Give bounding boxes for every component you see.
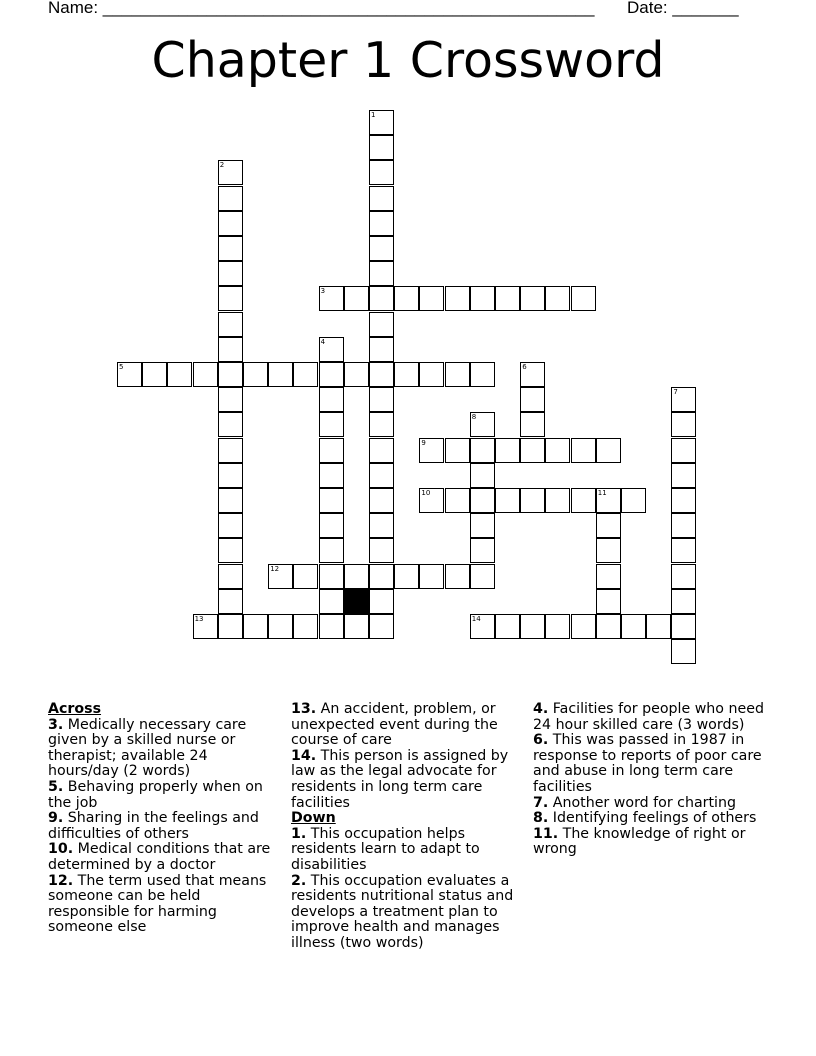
grid-cell[interactable] [369,286,394,311]
grid-cell[interactable] [218,488,243,513]
grid-cell[interactable] [520,387,545,412]
grid-cell[interactable] [319,513,344,538]
grid-cell[interactable] [394,362,419,387]
down-heading: Down [291,810,336,827]
grid-cell[interactable] [218,564,243,589]
grid-cell[interactable] [470,362,495,387]
grid-cell[interactable] [671,639,696,664]
clue-number-8: 8 [471,413,477,422]
grid-cell[interactable] [419,564,444,589]
grid-cell[interactable] [344,286,369,311]
grid-cell[interactable] [167,362,192,387]
grid-cell[interactable] [319,387,344,412]
grid-cell[interactable] [319,362,344,387]
grid-cell[interactable] [671,438,696,463]
grid-cell[interactable] [545,286,570,311]
grid-cell[interactable] [218,211,243,236]
clue-across-13: 13. An accident, problem, or unexpected event during the course of care [291,701,498,749]
grid-cell[interactable] [596,438,621,463]
grid-cell[interactable] [218,286,243,311]
clue-number-14: 14 [471,615,481,623]
clue-down-1: 1. This occupation helps residents learn to adapt to disabilities [291,825,480,873]
clue-number-2: 2 [219,161,225,170]
grid-cell[interactable] [596,538,621,563]
grid-cell[interactable] [671,463,696,488]
grid-cell[interactable] [470,286,495,311]
grid-cell[interactable] [218,337,243,362]
grid-cell[interactable] [596,513,621,538]
grid-cell[interactable] [545,614,570,639]
grid-cell[interactable] [243,362,268,387]
grid-cell[interactable] [671,538,696,563]
grid-cell[interactable] [520,438,545,463]
grid-cell[interactable] [218,589,243,614]
clue-number-9: 9 [421,438,426,447]
grid-cell[interactable] [218,261,243,286]
grid-cell[interactable] [193,362,218,387]
clue-number-5: 5 [119,363,124,371]
clue-down-7: 7. Another word for charting [533,794,737,811]
grid-cell[interactable] [369,513,394,538]
grid-cell[interactable] [646,614,671,639]
grid-cell[interactable] [545,488,570,513]
grid-cell[interactable] [445,438,470,463]
grid-cell[interactable] [545,438,570,463]
grid-cell[interactable] [671,488,696,513]
grid-cell[interactable] [218,513,243,538]
clue-across-12: 12. The term used that means someone can be held responsible for harming someone else [48,872,267,936]
grid-cell[interactable] [571,286,596,311]
grid-cell[interactable] [671,412,696,437]
clue-column-2 [291,702,523,952]
grid-cell[interactable] [293,362,318,387]
grid-cell[interactable] [369,614,394,639]
clue-across-10: 10. Medical conditions that are determined by a doctor [48,841,271,873]
clue-down-6: 6. This was passed in 1987 in response to reports of poor care and abuse in long term care facilities [533,732,762,795]
grid-cell[interactable] [470,488,495,513]
grid-cell[interactable] [495,614,520,639]
grid-cell[interactable] [369,438,394,463]
grid-cell[interactable] [671,564,696,589]
grid-cell[interactable] [495,286,520,311]
grid-cell[interactable] [394,564,419,589]
clue-down-4: 4. Facilities for people who need 24 hour skilled care (3 words) [533,701,764,733]
grid-cell[interactable] [520,488,545,513]
clue-number-3: 3 [320,287,326,296]
grid-cell[interactable] [419,286,444,311]
clue-number-4: 4 [320,337,326,346]
grid-cell[interactable] [394,286,419,311]
grid-cell[interactable] [520,286,545,311]
grid-cell[interactable] [369,186,394,211]
grid-cell[interactable] [419,362,444,387]
clue-number-10: 10 [421,489,431,497]
grid-cell[interactable] [445,488,470,513]
grid-cell[interactable] [470,463,495,488]
grid-cell[interactable] [319,589,344,614]
date-field[interactable]: Date: _______ [627,0,739,17]
grid-cell[interactable] [369,412,394,437]
grid-cell[interactable] [218,312,243,337]
clue-number-13: 13 [194,615,204,623]
grid-cell[interactable] [621,488,646,513]
clue-number-6: 6 [522,363,527,371]
grid-cell[interactable] [369,564,394,589]
grid-cell[interactable] [218,463,243,488]
clue-down-8: 8. Identifying feelings of others [533,810,757,827]
clue-across-9: 9. Sharing in the feelings and difficulties of others [48,810,259,842]
grid-cell[interactable] [470,438,495,463]
grid-cell[interactable] [495,438,520,463]
grid-cell[interactable] [369,261,394,286]
grid-cell[interactable] [571,488,596,513]
clue-across-3: 3. Medically necessary care given by a skilled nurse or therapist; available 24 hours/day (2 words) [48,716,247,780]
grid-cell[interactable] [293,564,318,589]
grid-cell[interactable] [369,589,394,614]
grid-cell[interactable] [470,538,495,563]
grid-cell[interactable] [319,538,344,563]
grid-cell[interactable] [344,362,369,387]
grid-cell[interactable] [319,564,344,589]
grid-cell[interactable] [218,538,243,563]
grid-cell[interactable] [344,614,369,639]
grid-cell[interactable] [470,564,495,589]
grid-cell[interactable] [293,614,318,639]
grid-cell[interactable] [495,488,520,513]
grid-cell[interactable] [671,513,696,538]
grid-cell[interactable] [369,337,394,362]
grid-cell[interactable] [319,412,344,437]
black-cell [344,589,369,614]
grid-cell[interactable] [369,312,394,337]
grid-cell[interactable] [218,362,243,387]
grid-cell[interactable] [319,463,344,488]
clue-number-11: 11 [597,489,607,497]
clue-number-7: 7 [673,388,678,397]
grid-cell[interactable] [344,564,369,589]
grid-cell[interactable] [445,362,470,387]
grid-cell[interactable] [218,614,243,639]
clue-down-11: 11. The knowledge of right or wrong [533,825,746,858]
grid-cell[interactable] [218,387,243,412]
grid-cell[interactable] [369,463,394,488]
clue-column-1 [48,702,280,936]
grid-cell[interactable] [369,488,394,513]
grid-cell[interactable] [596,564,621,589]
grid-cell[interactable] [268,614,293,639]
grid-cell[interactable] [369,538,394,563]
grid-cell[interactable] [671,614,696,639]
grid-cell[interactable] [319,438,344,463]
grid-cell[interactable] [319,488,344,513]
grid-cell[interactable] [243,614,268,639]
grid-cell[interactable] [520,614,545,639]
grid-cell[interactable] [596,614,621,639]
grid-cell[interactable] [218,412,243,437]
grid-cell[interactable] [218,186,243,211]
grid-cell[interactable] [671,589,696,614]
grid-cell[interactable] [445,286,470,311]
across-heading: Across [48,701,102,717]
grid-cell[interactable] [571,438,596,463]
grid-cell[interactable] [369,135,394,160]
grid-cell[interactable] [142,362,167,387]
grid-cell[interactable] [596,589,621,614]
grid-cell[interactable] [218,236,243,261]
grid-cell[interactable] [621,614,646,639]
grid-cell[interactable] [268,362,293,387]
grid-cell[interactable] [369,211,394,236]
clue-down-2: 2. This occupation evaluates a residents nutritional status and develops a treatment plan to improve health and manages illness (two words) [291,872,514,951]
grid-cell[interactable] [319,614,344,639]
grid-cell[interactable] [520,412,545,437]
clue-number-12: 12 [270,564,280,573]
clue-across-5: 5. Behaving properly when on the job [48,778,263,811]
grid-cell[interactable] [445,564,470,589]
grid-cell[interactable] [369,387,394,412]
name-field[interactable]: Name: ____________________________________________________ [48,0,595,17]
grid-cell[interactable] [369,362,394,387]
clue-column-3 [533,702,765,858]
clue-across-14: 14. This person is assigned by law as the legal advocate for residents in long term care facilities [291,747,509,811]
grid-cell[interactable] [470,513,495,538]
grid-cell[interactable] [218,438,243,463]
grid-cell[interactable] [571,614,596,639]
grid-cell[interactable] [369,160,394,185]
page-title: Chapter 1 Crossword [151,32,665,89]
clue-number-1: 1 [371,111,376,119]
grid-cell[interactable] [369,236,394,261]
